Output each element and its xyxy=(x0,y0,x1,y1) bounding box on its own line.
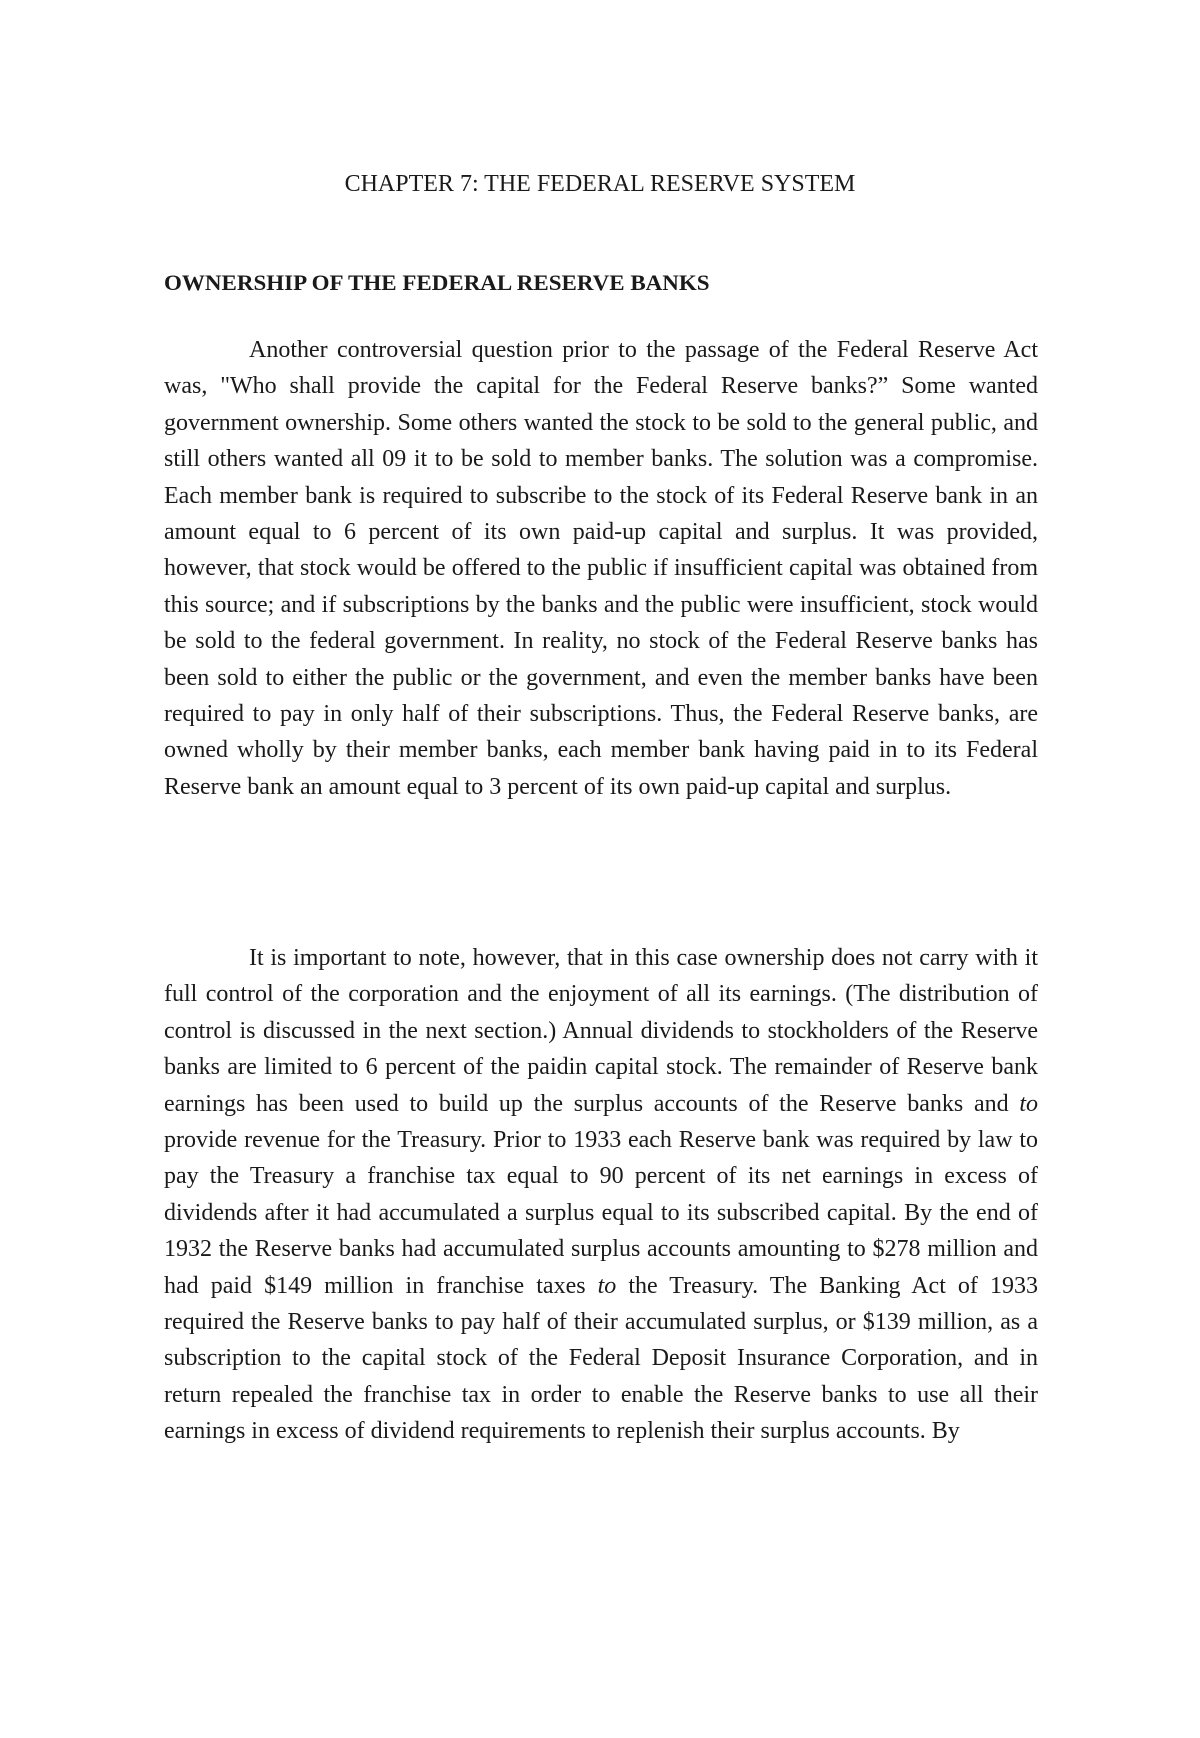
paragraph-text: Another controversial question prior to the passage of the Federal Reserve Act was, "Who shall provide the capital for the Federal Reserve banks?” Some wanted government ownership. Some others wanted the stock to be sold to the general public, and still others wanted all 09 it to be sold to member banks. The solution was a compromise. Each member bank is required to subscribe to the stock of its Federal Reserve bank in an amount equal to 6 percent of its own paid-up capital and surplus. It was provided, however, that stock would be offered to the public if insufficient capital was obtained from this source; and if subscriptions by the banks and the public were insufficient, stock would be sold to the federal government. In reality, no stock of the Federal Reserve banks has been sold to either the public or the government, and even the member banks have been required to pay in only half of their subscriptions. Thus, the Federal Reserve banks, are owned wholly by their member banks, each member bank having paid in to its Federal Reserve bank an amount equal to 3 percent of its own paid-up capital and surplus. xyxy=(164,337,1038,800)
paragraph-text: the Treasury. The Banking Act of 1933 required the Reserve banks to pay half of their accumulated surplus, or $139 million, as a subscription to the capital stock of the Federal Deposit Insurance Corporation, and in return repealed the franchise tax in order to enable the Reserve banks to use all their earnings in excess of dividend requirements to replenish their surplus accounts. By xyxy=(164,1272,1038,1445)
paragraph-ownership xyxy=(164,332,1038,805)
italic-word: to xyxy=(597,1272,617,1299)
chapter-title: CHAPTER 7: THE FEDERAL RESERVE SYSTEM xyxy=(344,171,856,197)
italic-word: to xyxy=(1019,1090,1038,1117)
paragraph-text: provide revenue for the Treasury. Prior to 1933 each Reserve bank was required by law to pay the Treasury a franchise tax equal to 90 percent of its net earnings in excess of dividends after it had accumulated a surplus equal to its subscribed capital. By the end of 1932 the Reserve banks had accumulated surplus accounts amounting to $278 million and had paid $149 million in franchise taxes xyxy=(164,1127,1038,1299)
paragraph-control-earnings xyxy=(164,940,1038,1450)
section-heading: OWNERSHIP OF THE FEDERAL RESERVE BANKS xyxy=(164,270,710,295)
paragraph-text: It is important to note, however, that in this case ownership does not carry with it full control of the corporation and the enjoyment of all its earnings. (The distribution of control is discussed in the next section.) Annual dividends to stockholders of the Reserve banks are limited to 6 percent of the paidin capital stock. The remainder of Reserve bank earnings has been used to build up the surplus accounts of the Reserve banks and xyxy=(164,945,1038,1117)
